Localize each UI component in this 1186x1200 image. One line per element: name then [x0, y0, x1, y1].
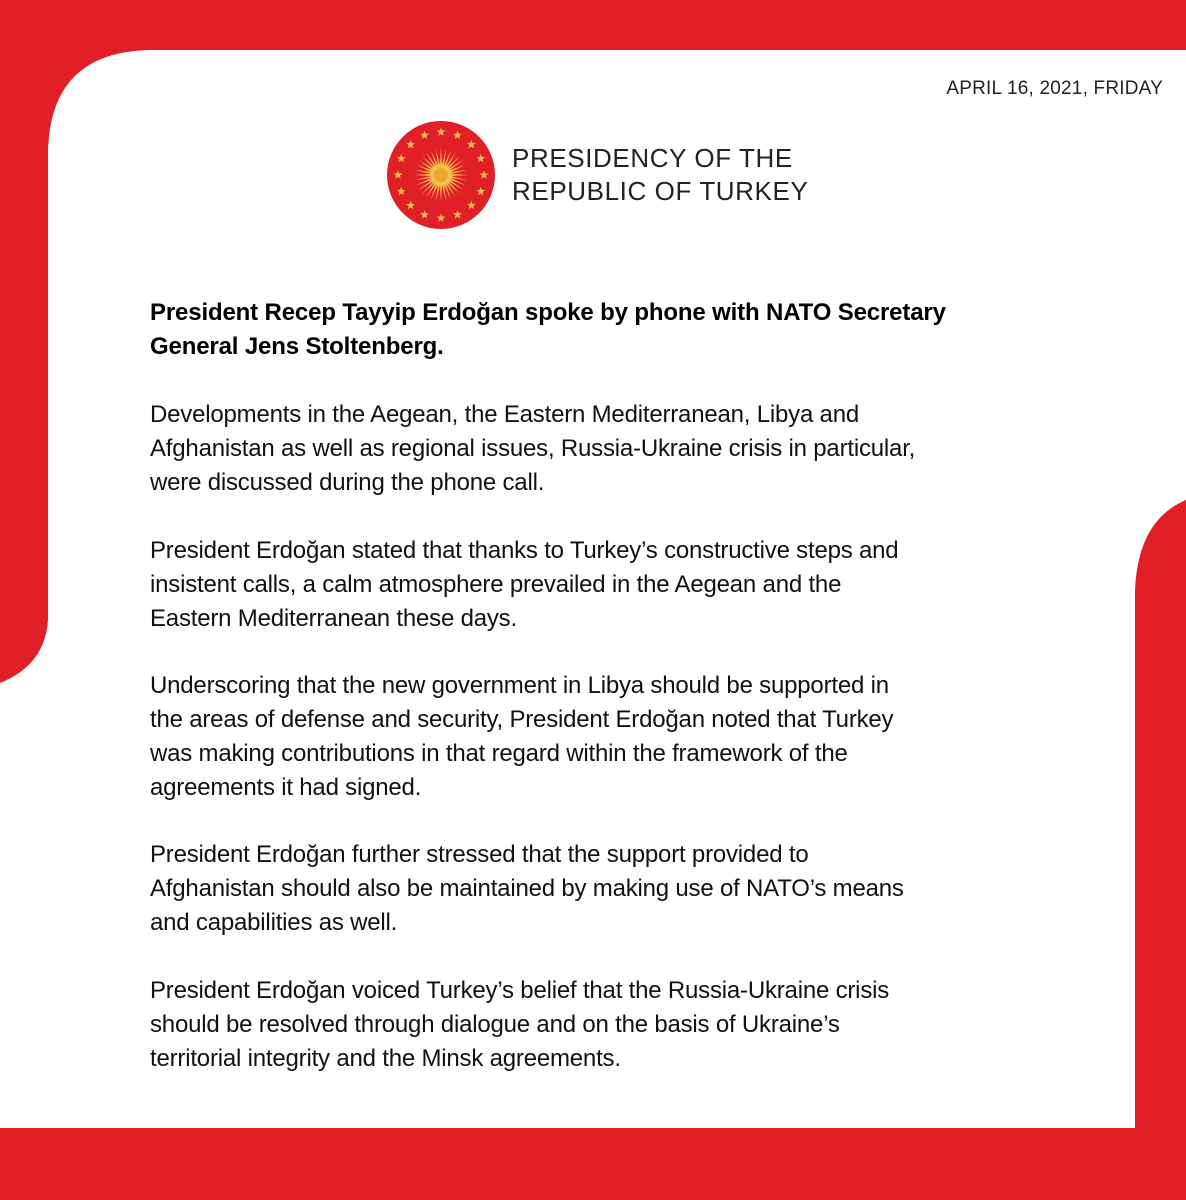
headline-line: General Jens Stoltenberg.	[150, 333, 444, 360]
paragraph-line: Afghanistan as well as regional issues, Russia-Ukraine crisis in particular,	[150, 435, 916, 462]
headline	[150, 296, 1030, 364]
paragraph-3	[150, 669, 1030, 805]
paragraph-line: Eastern Mediterranean these days.	[150, 605, 517, 632]
paragraph-line: President Erdoğan further stressed that the support provided to	[150, 841, 809, 868]
paragraph-line: were discussed during the phone call.	[150, 469, 545, 496]
date-label: APRIL 16, 2021, FRIDAY	[946, 78, 1163, 99]
presidential-seal-icon	[386, 120, 496, 230]
paragraph-5	[150, 974, 1030, 1076]
paragraph-line: and capabilities as well.	[150, 909, 398, 936]
paragraph-line: President Erdoğan stated that thanks to Turkey’s constructive steps and	[150, 537, 899, 564]
paragraph-line: Underscoring that the new government in Libya should be supported in	[150, 672, 889, 699]
paragraph-line: agreements it had signed.	[150, 774, 422, 801]
paragraph-line: the areas of defense and security, President Erdoğan noted that Turkey	[150, 706, 894, 733]
seal-sun-center	[434, 168, 448, 182]
paragraph-line: Afghanistan should also be maintained by making use of NATO’s means	[150, 875, 904, 902]
paragraph-line: was making contributions in that regard within the framework of the	[150, 740, 848, 767]
paragraph-line: territorial integrity and the Minsk agreements.	[150, 1045, 621, 1072]
paragraph-line: President Erdoğan voiced Turkey’s belief that the Russia-Ukraine crisis	[150, 977, 890, 1004]
paragraph-1	[150, 398, 1030, 500]
paragraph-line: Developments in the Aegean, the Eastern Mediterranean, Libya and	[150, 401, 860, 428]
headline-line: President Recep Tayyip Erdoğan spoke by phone with NATO Secretary	[150, 299, 946, 326]
paragraph-line: insistent calls, a calm atmosphere prevailed in the Aegean and the	[150, 571, 842, 598]
paragraph-2	[150, 534, 1030, 636]
paragraph-line: should be resolved through dialogue and on the basis of Ukraine’s	[150, 1011, 840, 1038]
organization-name-line-2: REPUBLIC OF TURKEY	[512, 176, 809, 206]
organization-name-line-1: PRESIDENCY OF THE	[512, 143, 793, 173]
organization-name	[512, 142, 808, 208]
paragraph-4	[150, 838, 1030, 940]
